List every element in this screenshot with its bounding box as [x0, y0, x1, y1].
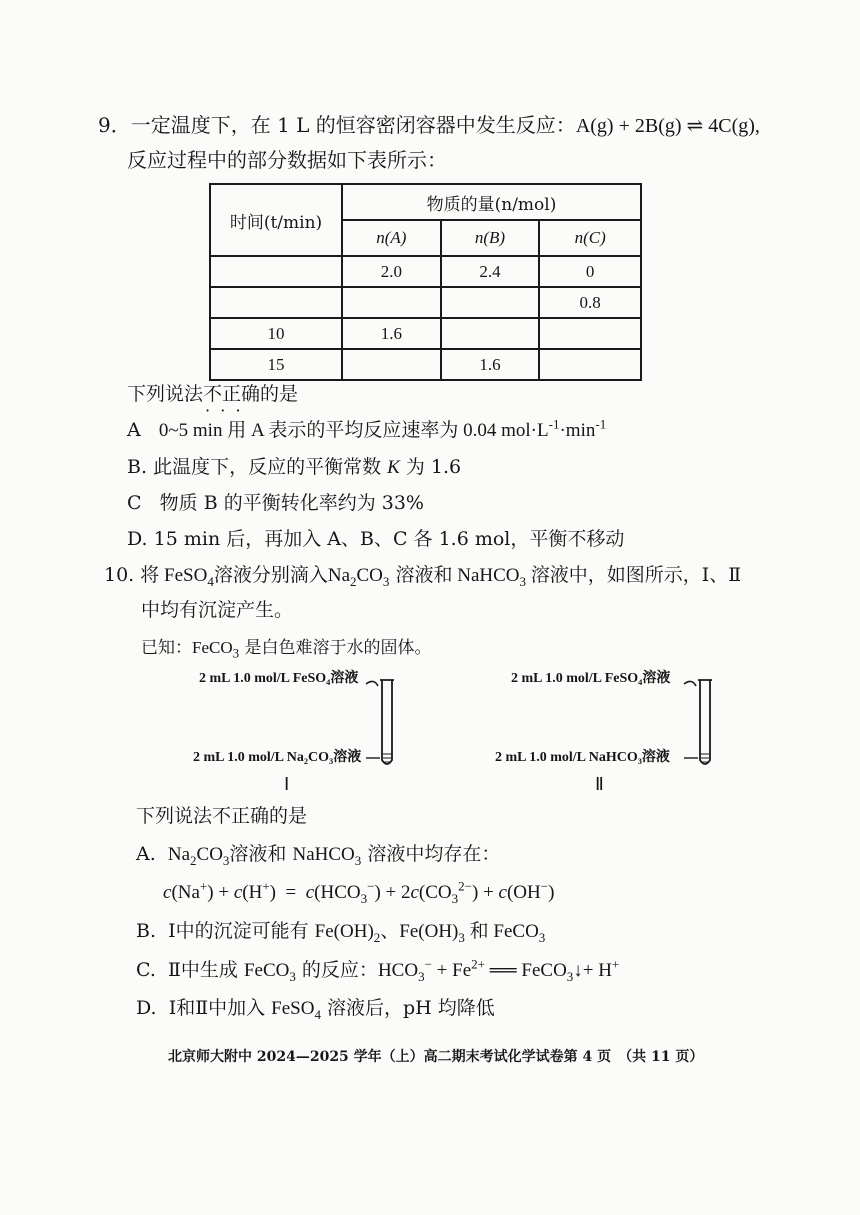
q10-option-A-equation: $c(Na^+) + c(H^+) = c(HCO_3^-) + 2c(CO_3^{2-}) + c(OH^-)$: [163, 878, 555, 906]
cell-nC: [539, 349, 641, 380]
known-prefix: 已知：: [141, 638, 192, 658]
test-tube-II: [682, 672, 722, 772]
formula: $Na_2CO_3$: [327, 565, 390, 589]
cell-time: 15: [210, 349, 342, 380]
q9-prompt-text: 下列说法不正确的是: [127, 383, 299, 405]
option-label: D.: [127, 528, 148, 550]
option-label: C: [127, 492, 142, 514]
option-text: 溶液后，pH 均降低: [327, 997, 495, 1019]
option-text: Ⅰ和Ⅱ中加入: [168, 997, 266, 1019]
cell-nC: 0: [539, 256, 641, 287]
time-header: [210, 184, 342, 256]
option-label: B.: [136, 920, 157, 942]
col-header-nB: n(B): [441, 220, 540, 256]
cell-nB: [441, 287, 540, 318]
q9-stem-line1: [98, 112, 760, 139]
q10-prompt: 下列说法不正确的是: [136, 805, 308, 827]
page-footer: 北京师大附中 2024—2025 学年（上）高二期末考试化学试卷第 4 页 （共 11 页）: [168, 1049, 704, 1065]
cell-nA: [342, 287, 441, 318]
option-text: 溶液中均存在：: [367, 843, 501, 865]
tube2-top-label: 2 mL 1.0 mol/L FeSO₄溶液: [511, 671, 671, 686]
option-label: C.: [136, 959, 156, 981]
tube1-label: Ⅰ: [284, 774, 290, 794]
table-row: [210, 287, 641, 318]
option-text: 物质 B 的平衡转化率约为 33%: [159, 492, 424, 514]
cell-time: [210, 256, 342, 287]
q10-stem-line2: 中均有沉淀产生。: [141, 599, 294, 621]
q10-number: 10.: [104, 564, 135, 586]
table-row: [210, 256, 641, 287]
col-header-nA: n(A): [342, 220, 441, 256]
stem-text: 溶液分别滴入: [213, 564, 328, 586]
formula: $Na_2CO_3$: [167, 844, 230, 868]
cell-nB: [441, 318, 540, 349]
unit-suffix: $^{-1}\cdot\min^{-1}$: [548, 416, 607, 441]
stem-text: 溶液和: [395, 564, 453, 586]
cell-nB: 2.4: [441, 256, 540, 287]
option-text: 此温度下，反应的平衡常数: [153, 456, 382, 478]
formula: FeCO$_3$: [243, 960, 296, 984]
option-label: D.: [136, 997, 157, 1019]
col-header-nC: n(C): [539, 220, 641, 256]
stem-text: 溶液中，如图所示，Ⅰ、Ⅱ: [530, 564, 742, 586]
test-tube-I: [362, 672, 402, 772]
option-text: 15 min 后，再加入 A、B、C 各 1.6 mol，平衡不移动: [153, 528, 625, 550]
table-row: [210, 318, 641, 349]
formula: FeSO$_4$: [271, 998, 321, 1022]
q9-option-A: [127, 417, 606, 444]
cell-nA: [342, 349, 441, 380]
emphasis-dots: · · ·: [205, 401, 241, 420]
q9-number: 9．: [98, 113, 131, 137]
cell-nB: 1.6: [441, 349, 540, 380]
q10-option-C: [136, 957, 619, 984]
cell-nA: 2.0: [342, 256, 441, 287]
option-text: 溶液和: [229, 843, 287, 865]
option-text: Ⅰ中的沉淀可能有: [168, 920, 309, 942]
cell-nA: 1.6: [342, 318, 441, 349]
option-label: A.: [136, 843, 156, 865]
formula: NaHCO$_3$: [292, 844, 362, 868]
time-header-text: 时间(t/min): [229, 212, 323, 233]
option-text: Ⅱ中生成: [168, 959, 238, 981]
formula: NaHCO$_3$: [452, 565, 526, 589]
q10-stem-line1: [104, 562, 741, 589]
tube2-label: Ⅱ: [595, 774, 604, 794]
table-row: [210, 349, 641, 380]
q9-equation: A(g) + 2B(g) ⇌ 4C(g),: [575, 115, 760, 137]
option-text: 0~5 min 用 A 表示的平均反应速率为 0.04 mol·L: [158, 420, 549, 441]
stem-text: 将: [140, 564, 160, 586]
option-text-after: 为 1.6: [405, 456, 462, 478]
option-label: B.: [127, 456, 148, 478]
tube1-bottom-label: 2 mL 1.0 mol/L Na₂CO₃溶液: [193, 750, 362, 765]
reaction-equation: $HCO_3^- + Fe^{2+}$ ══ FeCO$_3$↓+ H+: [377, 956, 620, 984]
formula: $Fe(OH)_2$、$Fe(OH)_3$ 和 FeCO$_3$: [314, 921, 546, 945]
q9-stem-line2: 反应过程中的部分数据如下表所示：: [127, 148, 447, 172]
known-text: 是白色难溶于水的固体。: [244, 638, 432, 658]
cell-nC: 0.8: [539, 287, 641, 318]
q9-option-D: [127, 526, 624, 552]
q10-option-A: [136, 841, 500, 868]
q9-data-table: [209, 183, 642, 381]
q10-option-B: [136, 918, 545, 945]
q9-option-B: [127, 454, 461, 481]
formula: FeCO$_3$: [192, 638, 240, 661]
tube1-top-label: 2 mL 1.0 mol/L FeSO₄溶液: [199, 671, 359, 686]
q9-stem-text: 一定温度下，在 1 L 的恒容密闭容器中发生反应：: [130, 113, 576, 137]
cell-time: [210, 287, 342, 318]
formula: FeSO$_4$: [159, 565, 214, 589]
q10-option-D: [136, 995, 495, 1022]
cell-nC: [539, 318, 641, 349]
option-text: 的反应：: [301, 959, 378, 981]
amount-header: 物质的量(n/mol): [342, 184, 641, 220]
q9-prompt: [127, 381, 299, 420]
cell-time: 10: [210, 318, 342, 349]
tube2-bottom-label: 2 mL 1.0 mol/L NaHCO₃溶液: [495, 750, 670, 765]
symbol-K: K: [387, 457, 400, 478]
option-label: A: [127, 419, 141, 441]
q9-option-C: [127, 490, 424, 516]
q10-known: [141, 635, 432, 661]
